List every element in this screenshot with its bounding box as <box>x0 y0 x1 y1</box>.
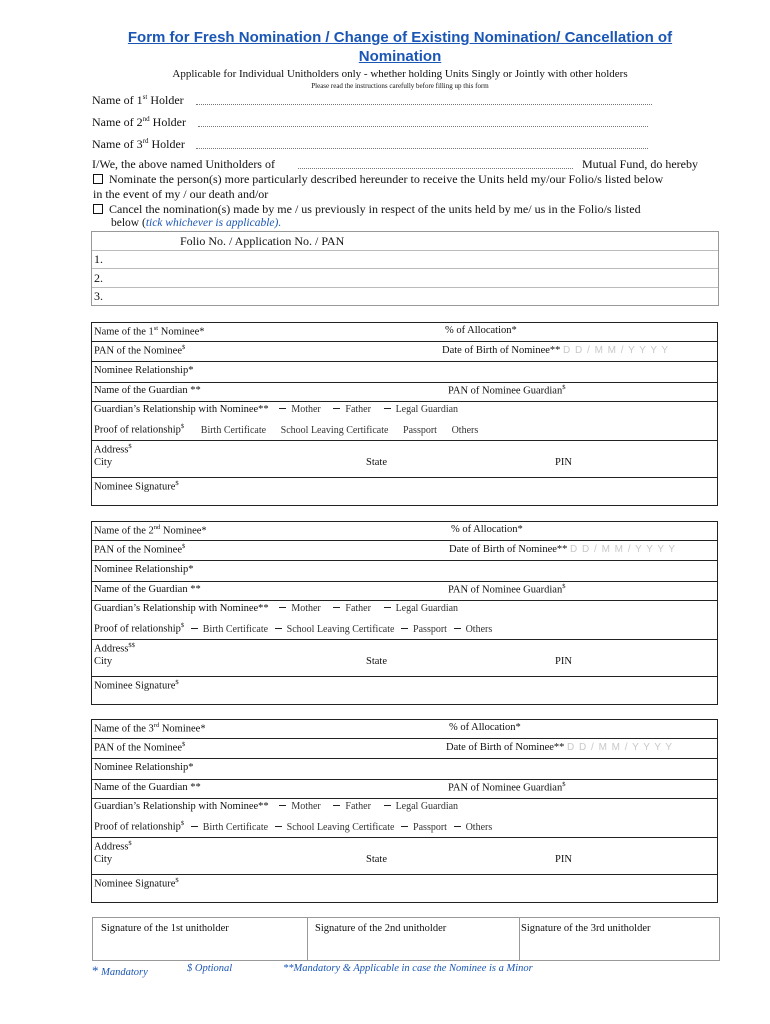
nominee-2-proof: Proof of relationship$ Birth Certificate School Leaving Certificate Passport Others <box>94 622 493 635</box>
nominee-2-dob-label[interactable]: Date of Birth of Nominee** D D / M M / Y Y Y Y <box>449 544 677 555</box>
folio-table <box>91 231 719 306</box>
nominee-1-section <box>91 322 718 506</box>
nominee-3-allocation-label[interactable]: % of Allocation* <box>449 722 521 733</box>
holder-2-label: Name of 2nd Holder <box>92 115 186 129</box>
signature-unitholder-2[interactable]: Signature of the 2nd unitholder <box>315 923 447 934</box>
footer-minor: **Mandatory & Applicable in case the Nominee is a Minor <box>283 963 533 974</box>
signature-unitholder-3[interactable]: Signature of the 3rd unitholder <box>521 923 651 934</box>
nominee-2-dob-placeholder: D D / M M / Y Y Y Y <box>570 544 677 555</box>
nominee-1-signature-label[interactable]: Nominee Signature$ <box>94 480 179 493</box>
cancel-option-line2: below (tick whichever is applicable). <box>111 217 282 229</box>
nominee-3-dob-placeholder: D D / M M / Y Y Y Y <box>567 742 674 753</box>
nominee-3-proof: Proof of relationship$ Birth Certificate School Leaving Certificate Passport Others <box>94 820 493 833</box>
nominee-3-guardian-relationship: Guardian’s Relationship with Nominee** Mother Father Legal Guardian <box>94 801 459 812</box>
nominee-3-dob-label[interactable]: Date of Birth of Nominee** D D / M M / Y Y Y Y <box>446 742 674 753</box>
nominee-2-guardian-pan-label[interactable]: PAN of Nominee Guardian$ <box>448 583 566 596</box>
nominee-2-allocation-label[interactable]: % of Allocation* <box>451 524 523 535</box>
holder-3-label: Name of 3rd Holder <box>92 137 185 151</box>
nominee-2-signature-label[interactable]: Nominee Signature$ <box>94 679 179 692</box>
nominee-3-guardian-label[interactable]: Name of the Guardian ** <box>94 782 201 793</box>
nominee-2-pan-label[interactable]: PAN of the Nominee$ <box>94 543 186 556</box>
nominee-2-state-label[interactable]: State <box>366 656 387 667</box>
nominee-2-section <box>91 521 718 705</box>
nominee-1-proof: Proof of relationship$ Birth Certificate School Leaving Certificate Passport Others <box>94 423 479 436</box>
title-line-1: Form for Fresh Nomination / Change of Existing Nomination/ Cancellation of <box>127 29 673 46</box>
nominee-3-name-label[interactable]: Name of the 3rd Nominee* <box>94 722 206 735</box>
nominee-2-name-label[interactable]: Name of the 2nd Nominee* <box>94 524 207 537</box>
nominate-option[interactable]: Nominate the person(s) more particularly described hereunder to receive the Units held my/our Folio/s listed below <box>93 172 663 187</box>
nominee-3-state-label[interactable]: State <box>366 854 387 865</box>
form-title <box>80 28 720 66</box>
nominee-3-section <box>91 719 718 903</box>
declaration-left: I/We, the above named Unitholders of <box>92 157 275 171</box>
nominee-1-pan-label[interactable]: PAN of the Nominee$ <box>94 344 186 357</box>
nominate-option-line2: in the event of my / our death and/or <box>93 187 269 201</box>
instructions-note: Please read the instructions carefully before filling up this form <box>311 82 489 90</box>
folio-row-2[interactable]: 2. <box>94 271 103 285</box>
tick-hint: tick whichever is applicable). <box>145 217 282 229</box>
nominee-1-state-label[interactable]: State <box>366 457 387 468</box>
declaration-right: Mutual Fund, do hereby <box>582 157 698 171</box>
holder-1-label: Name of 1st Holder <box>92 93 184 107</box>
nominee-3-pin-label[interactable]: PIN <box>555 854 572 865</box>
nominee-2-city-label[interactable]: City <box>94 656 113 667</box>
nominee-2-address-label[interactable]: Address$$ <box>94 642 135 655</box>
nominee-1-allocation-label[interactable]: % of Allocation* <box>445 325 517 336</box>
nominee-3-city-label[interactable]: City <box>94 854 113 865</box>
nominee-3-relationship-label[interactable]: Nominee Relationship* <box>94 762 194 773</box>
nominee-2-pin-label[interactable]: PIN <box>555 656 572 667</box>
nominee-1-relationship-label[interactable]: Nominee Relationship* <box>94 365 194 376</box>
mutual-fund-name-input[interactable] <box>298 168 573 169</box>
holder-1-input[interactable] <box>196 104 652 105</box>
nominee-3-address-label[interactable]: Address$ <box>94 840 132 853</box>
cancel-checkbox[interactable] <box>93 204 103 214</box>
nominee-2-guardian-relationship: Guardian’s Relationship with Nominee** Mother Father Legal Guardian <box>94 603 459 614</box>
nominee-1-name-label[interactable]: Name of the 1st Nominee* <box>94 325 205 338</box>
folio-row-3[interactable]: 3. <box>94 289 103 303</box>
signature-unitholder-1[interactable]: Signature of the 1st unitholder <box>101 923 229 934</box>
holder-3-input[interactable] <box>196 148 648 149</box>
nominee-1-guardian-label[interactable]: Name of the Guardian ** <box>94 385 201 396</box>
nominee-1-dob-label[interactable]: Date of Birth of Nominee** D D / M M / Y Y Y Y <box>442 345 670 356</box>
nominee-3-signature-label[interactable]: Nominee Signature$ <box>94 877 179 890</box>
nominee-1-city-label[interactable]: City <box>94 457 113 468</box>
footer-mandatory: * Mandatory <box>92 963 148 978</box>
title-line-2: Nomination <box>358 48 442 65</box>
nominee-1-guardian-pan-label[interactable]: PAN of Nominee Guardian$ <box>448 384 566 397</box>
nominee-2-guardian-label[interactable]: Name of the Guardian ** <box>94 584 201 595</box>
nominee-1-pin-label[interactable]: PIN <box>555 457 572 468</box>
applicability-subtitle: Applicable for Individual Unitholders only - whether holding Units Singly or Jointly with other holders <box>172 68 628 80</box>
footer-optional: $ Optional <box>187 963 233 974</box>
nominee-3-guardian-pan-label[interactable]: PAN of Nominee Guardian$ <box>448 781 566 794</box>
nominee-1-address-label[interactable]: Address$ <box>94 443 132 456</box>
nominee-2-relationship-label[interactable]: Nominee Relationship* <box>94 564 194 575</box>
nominate-checkbox[interactable] <box>93 174 103 184</box>
folio-header: Folio No. / Application No. / PAN <box>180 234 345 248</box>
holder-2-input[interactable] <box>198 126 648 127</box>
unitholder-signature-table <box>92 917 720 961</box>
nominee-1-guardian-relationship: Guardian’s Relationship with Nominee** Mother Father Legal Guardian <box>94 404 459 415</box>
nominee-3-pan-label[interactable]: PAN of the Nominee$ <box>94 741 186 754</box>
cancel-option[interactable]: Cancel the nomination(s) made by me / us previously in respect of the units held by me/ us in the Folio/s listed <box>93 202 641 217</box>
folio-row-1[interactable]: 1. <box>94 252 103 266</box>
nominee-1-dob-placeholder: D D / M M / Y Y Y Y <box>563 345 670 356</box>
